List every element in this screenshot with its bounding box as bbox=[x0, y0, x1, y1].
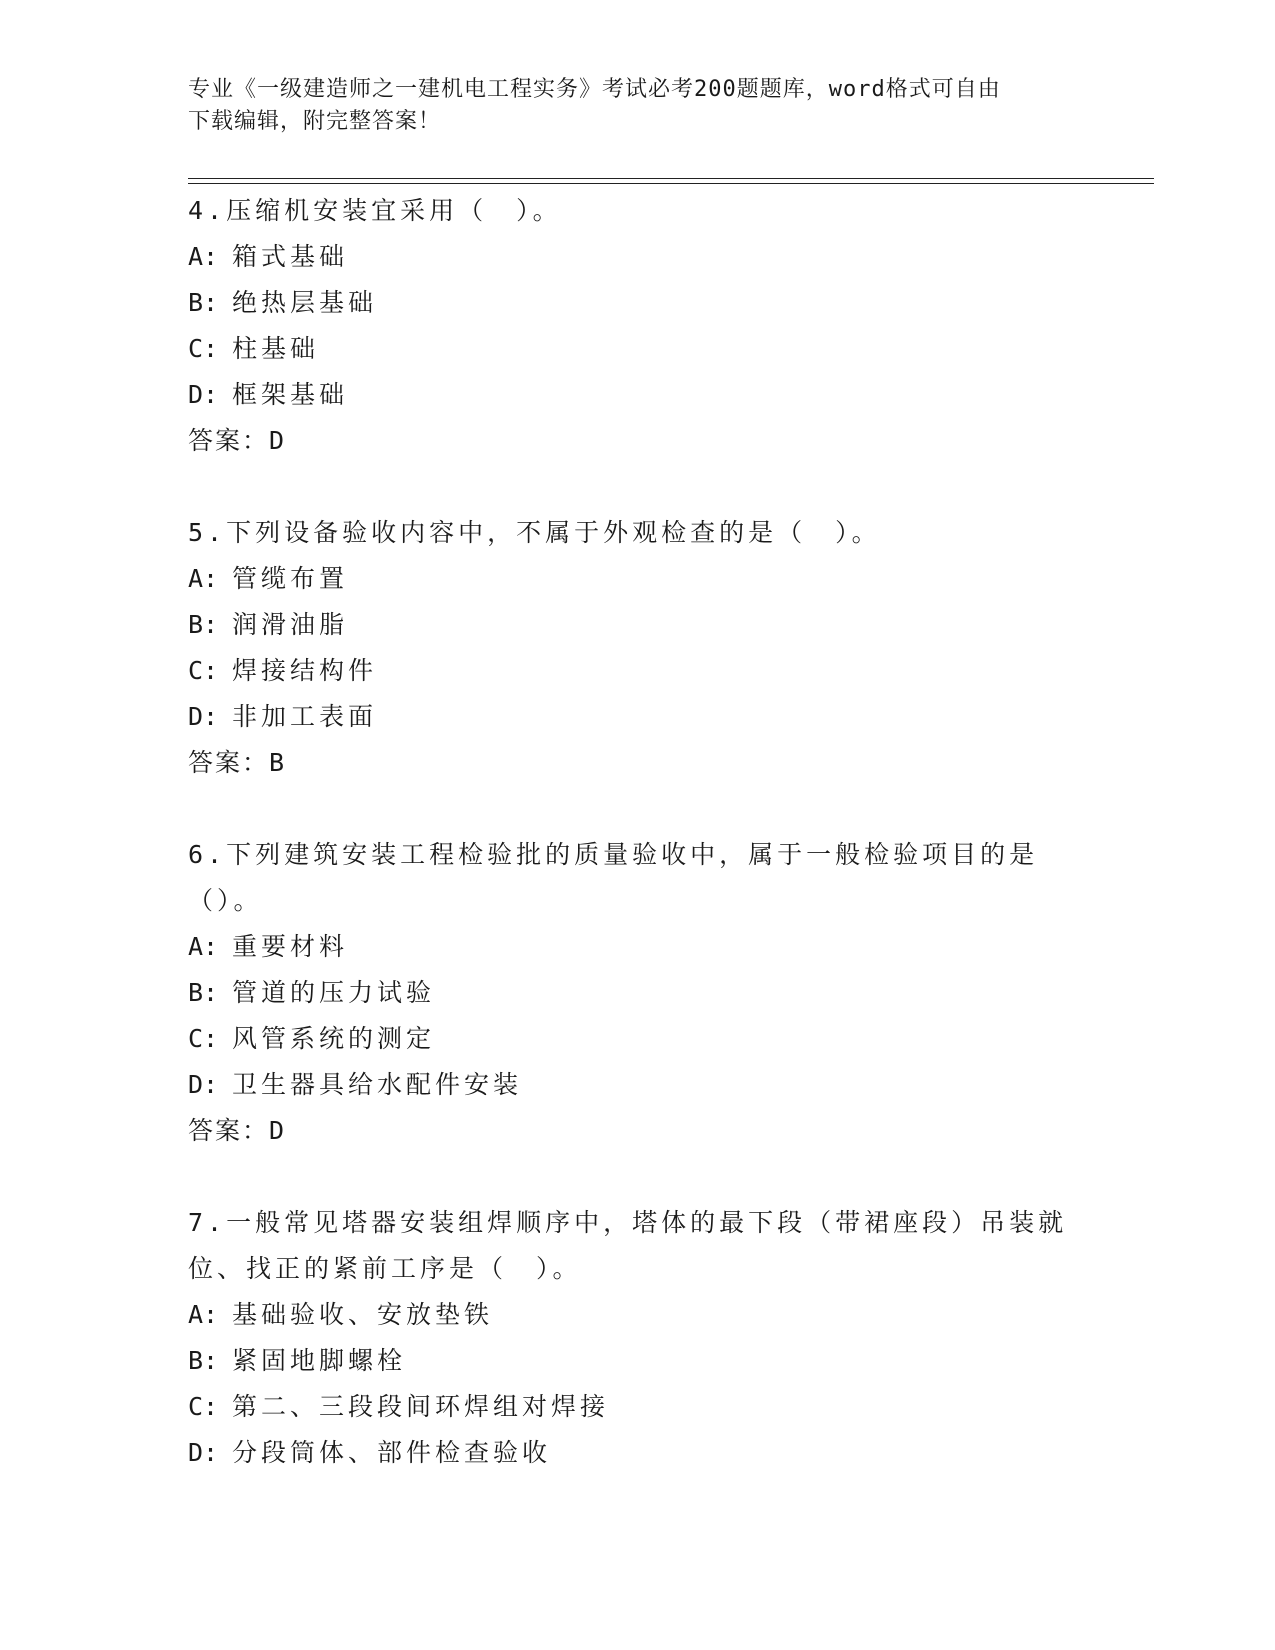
option-text: 卫生器具给水配件安装 bbox=[232, 1070, 523, 1099]
question-stem: 一般常见塔器安装组焊顺序中，塔体的最下段（带裙座段）吊装就位、找正的紧前工序是（ ）。 bbox=[188, 1208, 1068, 1283]
option-letter: A: bbox=[188, 1300, 219, 1329]
option-c bbox=[188, 326, 1088, 372]
question-list bbox=[188, 188, 1088, 1476]
question-spacer bbox=[188, 786, 1088, 832]
option-letter: B: bbox=[188, 610, 219, 639]
question-stem: 下列建筑安装工程检验批的质量验收中，属于一般检验项目的是（）。 bbox=[188, 840, 1039, 915]
option-text: 焊接结构件 bbox=[232, 656, 378, 685]
option-text: 箱式基础 bbox=[232, 242, 349, 271]
option-letter: A: bbox=[188, 932, 219, 961]
answer-line: 答案：D bbox=[188, 1116, 287, 1145]
option-d bbox=[188, 372, 1088, 418]
option-text: 柱基础 bbox=[232, 334, 320, 363]
option-text: 风管系统的测定 bbox=[232, 1024, 436, 1053]
option-letter: B: bbox=[188, 288, 219, 317]
option-c bbox=[188, 648, 1088, 694]
option-a bbox=[188, 234, 1088, 280]
option-letter: C: bbox=[188, 1392, 219, 1421]
header-divider-bottom bbox=[188, 183, 1154, 184]
option-c bbox=[188, 1384, 1088, 1430]
question-spacer bbox=[188, 464, 1088, 510]
option-a bbox=[188, 924, 1088, 970]
question-text bbox=[188, 510, 1088, 556]
question-number: 4. bbox=[188, 196, 227, 225]
answer-line: 答案：D bbox=[188, 426, 287, 455]
question-4 bbox=[188, 188, 1088, 464]
question-stem: 压缩机安装宜采用（ ）。 bbox=[226, 196, 562, 225]
option-text: 第二、三段段间环焊组对焊接 bbox=[232, 1392, 610, 1421]
option-letter: D: bbox=[188, 1438, 219, 1467]
option-letter: D: bbox=[188, 702, 219, 731]
question-text bbox=[188, 1200, 1088, 1292]
option-text: 分段筒体、部件检查验收 bbox=[232, 1438, 552, 1467]
question-6 bbox=[188, 832, 1088, 1154]
question-5 bbox=[188, 510, 1088, 786]
option-text: 管道的压力试验 bbox=[232, 978, 436, 1007]
option-text: 管缆布置 bbox=[232, 564, 349, 593]
option-text: 框架基础 bbox=[232, 380, 349, 409]
option-b bbox=[188, 280, 1088, 326]
option-text: 重要材料 bbox=[232, 932, 349, 961]
option-letter: D: bbox=[188, 380, 219, 409]
question-stem: 下列设备验收内容中，不属于外观检查的是（ ）。 bbox=[226, 518, 881, 547]
option-text: 润滑油脂 bbox=[232, 610, 349, 639]
option-a bbox=[188, 1292, 1088, 1338]
question-number: 6. bbox=[188, 840, 227, 869]
header-line-2: 下载编辑，附完整答案！ bbox=[188, 109, 442, 134]
option-letter: B: bbox=[188, 978, 219, 1007]
option-c bbox=[188, 1016, 1088, 1062]
option-letter: C: bbox=[188, 656, 219, 685]
option-a bbox=[188, 556, 1088, 602]
option-text: 基础验收、安放垫铁 bbox=[232, 1300, 494, 1329]
option-b bbox=[188, 602, 1088, 648]
option-letter: C: bbox=[188, 1024, 219, 1053]
option-b bbox=[188, 970, 1088, 1016]
option-letter: D: bbox=[188, 1070, 219, 1099]
option-letter: A: bbox=[188, 242, 219, 271]
question-number: 5. bbox=[188, 518, 227, 547]
option-d bbox=[188, 694, 1088, 740]
answer-line: 答案：B bbox=[188, 748, 287, 777]
header-line-1: 专业《一级建造师之一建机电工程实务》考试必考200题题库，word格式可自由 bbox=[188, 77, 1001, 102]
option-text: 紧固地脚螺栓 bbox=[232, 1346, 407, 1375]
question-text bbox=[188, 832, 1088, 924]
option-text: 绝热层基础 bbox=[232, 288, 378, 317]
question-spacer bbox=[188, 1154, 1088, 1200]
question-number: 7. bbox=[188, 1208, 227, 1237]
question-7 bbox=[188, 1200, 1088, 1476]
option-letter: A: bbox=[188, 564, 219, 593]
document-header bbox=[188, 74, 1088, 138]
option-letter: C: bbox=[188, 334, 219, 363]
option-b bbox=[188, 1338, 1088, 1384]
option-letter: B: bbox=[188, 1346, 219, 1375]
option-d bbox=[188, 1430, 1088, 1476]
question-text bbox=[188, 188, 1088, 234]
option-d bbox=[188, 1062, 1088, 1108]
option-text: 非加工表面 bbox=[232, 702, 378, 731]
header-divider-top bbox=[188, 178, 1154, 179]
